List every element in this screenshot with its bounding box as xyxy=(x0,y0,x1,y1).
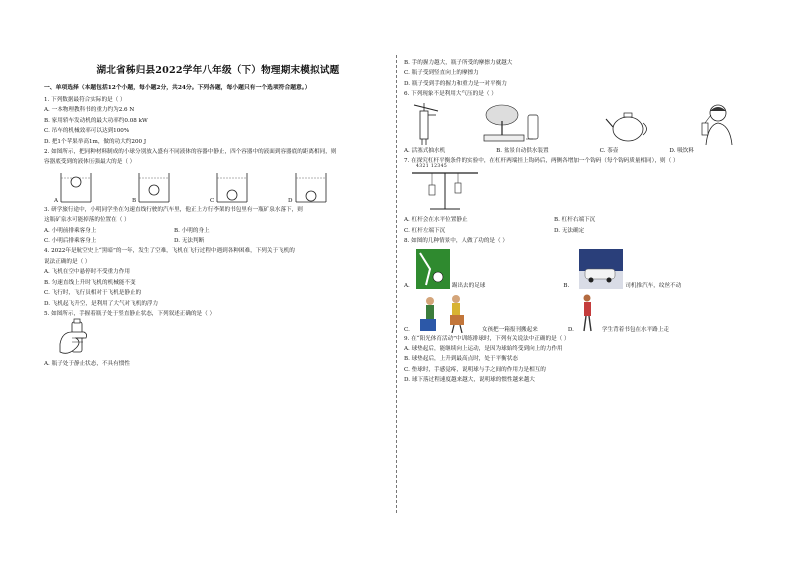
q3-option-d: D. 无法判断 xyxy=(174,238,205,245)
container-b-figure xyxy=(136,170,172,204)
q3-option-b: B. 小明的身上 xyxy=(174,227,210,234)
q6-stem: 6. 下列现象不是利用大气压的是（ ） xyxy=(404,91,497,98)
drinking-figure xyxy=(696,101,736,145)
question-9 xyxy=(404,336,754,385)
q8-label-a: A. xyxy=(404,282,410,289)
exam-title: 湖北省秭归县2022学年八年级（下）物理期末模拟试题 xyxy=(96,65,340,76)
q2-container-c: C xyxy=(210,170,288,204)
q9-option-a: A. 球垫起后，能继续向上运动，是因为球始终受到向上的力作用 xyxy=(404,346,563,353)
question-3 xyxy=(44,207,392,246)
q2-figures xyxy=(54,170,392,204)
q9-option-d: D. 球下落过程速度越来越大，说明球的惯性越来越大 xyxy=(404,377,535,384)
right-column xyxy=(404,60,754,385)
container-d-figure xyxy=(293,170,329,204)
football-image xyxy=(416,249,450,289)
question-1 xyxy=(44,97,392,146)
q5-option-c: C. 瓶子受到竖直向上的摩擦力 xyxy=(404,70,479,77)
hand-bottle-figure xyxy=(52,318,102,358)
q1-stem: 1. 下列数据最符合实际的是（ ） xyxy=(44,97,126,103)
q4-option-d: D. 飞机起飞升空，是利用了大气对飞机的浮力 xyxy=(44,300,159,307)
walking-student-image xyxy=(576,293,598,333)
q1-option-c: C. 吊车的机械效率可以达到100% xyxy=(44,128,130,135)
q5-option-d: D. 瓶子受到手的握力和重力是一对平衡力 xyxy=(404,80,507,87)
q4-option-a: A. 飞机在空中悬停时不受重力作用 xyxy=(44,269,130,276)
question-8 xyxy=(404,238,754,332)
q8-row-1 xyxy=(404,249,754,289)
left-column xyxy=(44,60,392,369)
container-c-figure xyxy=(214,170,250,204)
q2-stem: 2. 如图所示，把同种材料制成的小球分别放入盛有不同液体的容器中静止，四个容器中的液面到容器底的距离相同，则 xyxy=(44,149,337,156)
q2-container-a: A xyxy=(54,170,132,204)
q1-option-a: A. 一本物理教科书的重力约为2.6 N xyxy=(44,107,135,114)
question-4 xyxy=(44,248,392,307)
q2-container-d: D xyxy=(288,170,366,204)
lever-figure xyxy=(410,165,754,217)
q2-container-b: B xyxy=(132,170,210,204)
q8-option-d: 学生背着书包在水平路上走 xyxy=(601,326,670,333)
q3-stem: 3. 研学旅行途中，小明同学坐在匀速直线行驶的汽车里，他正上方行李架的书包里有一瓶矿泉水落下，则 xyxy=(44,206,303,213)
q8-option-b: 司机推汽车，纹丝不动 xyxy=(625,282,682,289)
lift-box-image xyxy=(416,293,472,333)
q6-option-a: A. 活塞式抽水机 xyxy=(404,147,446,154)
q8-stem: 8. 如图的几种情景中，人做了功的是（ ） xyxy=(404,238,508,245)
q7-option-c: C. 杠杆左端下沉 xyxy=(404,227,446,234)
question-7 xyxy=(404,158,754,235)
q5-option-b: B. 手的握力越大，瓶子所受的摩擦力就越大 xyxy=(404,60,513,66)
q3-option-c: C. 小明后排乘客身上 xyxy=(44,238,97,245)
q7-option-b: B. 杠杆右端下沉 xyxy=(554,217,596,224)
bonsai-figure xyxy=(480,101,544,145)
q7-stem: 7. 在探究杠杆平衡条件的实验中，在杠杆两端挂上钩码后，两侧各增加一个钩码（每个钩码质量相同），则（ ） xyxy=(404,158,679,165)
q5-stem: 5. 如图所示，手握着瓶子处于竖直静止状态，下列叙述正确的是（ ） xyxy=(44,310,216,317)
q6-figures xyxy=(404,101,754,145)
q8-label-d: D. xyxy=(567,326,574,333)
q8-label-b: B. xyxy=(563,282,570,289)
q9-option-c: C. 垫球时，手感觉疼，说明球与手之间的作用力是相互的 xyxy=(404,366,546,373)
q6-option-b: B. 盆景自动供水装置 xyxy=(496,147,549,154)
car-push-image xyxy=(579,249,623,289)
q4-stem: 4. 2022年是航空史上“黑暗”的一年，发生了空难，飞机在飞行过程中遇到各种困难，下列关于飞机的 xyxy=(44,248,295,255)
q2-stem-cont: 容器底受到的液体压强最大的是（ ） xyxy=(44,159,136,166)
lever-scale: 4321 12345 xyxy=(416,164,448,170)
q3-option-a: A. 小明前排乘客身上 xyxy=(44,227,97,234)
q3-stem-cont: 这瓶矿泉水可能掉落的位置在（ ） xyxy=(44,217,130,224)
q7-option-d: D. 无法确定 xyxy=(554,227,585,234)
column-divider xyxy=(396,55,397,513)
pump-figure xyxy=(408,101,442,145)
lever-drawing xyxy=(410,165,480,217)
teapot-figure xyxy=(604,105,652,145)
q7-option-a: A. 杠杆会在水平位置静止 xyxy=(404,217,468,224)
q5-option-a: A. 瓶子处于静止状态，不具有惯性 xyxy=(44,361,130,368)
question-2 xyxy=(44,149,392,204)
q8-label-c: C. xyxy=(404,326,410,333)
q1-option-b: B. 家用轿车发动机的最大功率约0.08 kW xyxy=(44,117,148,124)
q4-option-b: B. 匀速直线上升时飞机的机械能不变 xyxy=(44,279,136,286)
q4-option-c: C. 飞行时，飞行员相对于飞机是静止的 xyxy=(44,290,142,297)
q8-row-2 xyxy=(404,293,754,333)
q9-stem: 9. 在“阳光体育活动”中训练排球时，下列有关说法中正确的是（ ） xyxy=(404,335,570,342)
q8-option-a: 踢出去的足球 xyxy=(451,282,486,289)
question-5 xyxy=(44,311,392,369)
q1-option-d: D. 把1个苹果举高1m，做的功大约200 J xyxy=(44,138,147,145)
q6-option-d: D. 吸饮料 xyxy=(669,147,694,154)
q8-option-c: 女孩把一箱报刊搬起来 xyxy=(481,326,538,333)
question-6 xyxy=(404,91,754,155)
container-a-figure xyxy=(58,170,94,204)
section-heading: 一、单项选择（本题包括12个小题，每小题2分，共24分。下列各题，每小题只有一个选项符合题意。） xyxy=(44,85,311,91)
q9-option-b: B. 球垫起后，上升到最高点时，处于平衡状态 xyxy=(404,356,518,363)
q4-stem-cont: 说法正确的是（ ） xyxy=(44,258,91,265)
q6-option-c: C. 茶壶 xyxy=(599,147,619,154)
